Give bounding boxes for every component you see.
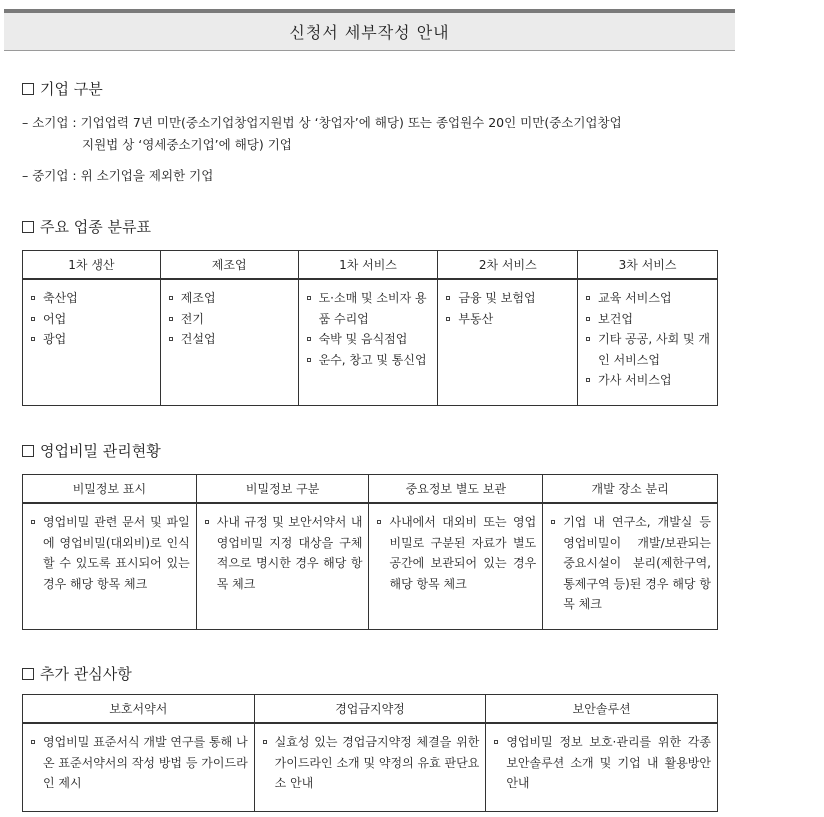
trade-secret-cell [369, 503, 543, 630]
checkbox-square-icon [22, 668, 34, 680]
section-heading-industry: 주요 업종 분류표 [22, 216, 151, 237]
industry-col-header: 1차 서비스 [298, 251, 438, 280]
list-item: 제조업 [167, 288, 292, 309]
industry-cell [438, 279, 578, 406]
small-company-definition-cont: 지원법 상 ‘영세중소기업’에 해당) 기업 [82, 137, 292, 152]
trade-secret-col-header: 비밀정보 표시 [23, 475, 197, 504]
list-item: 광업 [29, 329, 154, 350]
checkbox-square-icon [22, 445, 34, 457]
list-item: 영업비밀 표준서식 개발 연구를 통해 나온 표준서약서의 작성 방법 등 가이드라인 제시 [29, 732, 248, 794]
industry-col-header: 제조업 [160, 251, 298, 280]
list-item: 가사 서비스업 [584, 370, 711, 391]
section-heading-trade-secret: 영업비밀 관리현황 [22, 440, 161, 461]
list-item: 보건업 [584, 309, 711, 330]
list-item: 사내 규정 및 보안서약서 내 영업비밀 지정 대상을 구체적으로 명시한 경우 해당 항목 체크 [203, 512, 363, 594]
list-item: 전기 [167, 309, 292, 330]
list-item: 교육 서비스업 [584, 288, 711, 309]
trade-secret-col-header: 비밀정보 구분 [196, 475, 369, 504]
list-item: 도·소매 및 소비자 용품 수리업 [305, 288, 432, 329]
industry-table [22, 250, 718, 406]
additional-col-header: 보호서약서 [23, 695, 255, 724]
trade-secret-cell [196, 503, 369, 630]
list-item: 부동산 [444, 309, 571, 330]
trade-secret-cell [23, 503, 197, 630]
list-item: 숙박 및 음식점업 [305, 329, 432, 350]
small-company-definition: – 소기업 : 기업업력 7년 미만(중소기업창업지원법 상 ‘창업자’에 해당) 또는 종업원수 20인 미만(중소기업창업 [22, 115, 622, 130]
additional-cell [23, 723, 255, 812]
section-heading-additional: 추가 관심사항 [22, 663, 132, 684]
trade-secret-col-header: 중요정보 별도 보관 [369, 475, 543, 504]
list-item: 건설업 [167, 329, 292, 350]
trade-secret-table [22, 474, 718, 630]
additional-col-header: 경업금지약정 [254, 695, 486, 724]
industry-cell [160, 279, 298, 406]
medium-company-definition: – 중기업 : 위 소기업을 제외한 기업 [22, 168, 214, 183]
industry-col-header: 2차 서비스 [438, 251, 578, 280]
list-item: 실효성 있는 경업금지약정 체결을 위한 가이드라인 소개 및 약정의 유효 판단요소 안내 [261, 732, 480, 794]
additional-cell [254, 723, 486, 812]
section-heading-company-type: 기업 구분 [22, 78, 103, 99]
list-item: 기업 내 연구소, 개발실 등 영업비밀이 개발/보관되는 중요시설이 분리(제한구역, 통제구역 등)된 경우 해당 항목 체크 [549, 512, 711, 615]
list-item: 금융 및 보험업 [444, 288, 571, 309]
industry-cell [298, 279, 438, 406]
checkbox-square-icon [22, 221, 34, 233]
industry-cell [23, 279, 161, 406]
list-item: 사내에서 대외비 또는 영업비밀로 구분된 자료가 별도 공간에 보관되어 있는 경우 해당 항목 체크 [375, 512, 536, 594]
industry-col-header: 1차 생산 [23, 251, 161, 280]
additional-interest-table [22, 694, 718, 812]
trade-secret-col-header: 개발 장소 분리 [543, 475, 718, 504]
industry-cell [578, 279, 718, 406]
industry-col-header: 3차 서비스 [578, 251, 718, 280]
trade-secret-cell [543, 503, 718, 630]
list-item: 어업 [29, 309, 154, 330]
additional-col-header: 보안솔루션 [486, 695, 718, 724]
page-title: 신청서 세부작성 안내 [4, 9, 735, 51]
checkbox-square-icon [22, 83, 34, 95]
additional-cell [486, 723, 718, 812]
list-item: 영업비밀 관련 문서 및 파일에 영업비밀(대외비)로 인식할 수 있도록 표시되어 있는 경우 해당 항목 체크 [29, 512, 190, 594]
list-item: 운수, 창고 및 통신업 [305, 350, 432, 371]
list-item: 영업비밀 정보 보호·관리를 위한 각종 보안솔루션 소개 및 기업 내 활용방안 안내 [492, 732, 711, 794]
list-item: 축산업 [29, 288, 154, 309]
list-item: 기타 공공, 사회 및 개인 서비스업 [584, 329, 711, 370]
